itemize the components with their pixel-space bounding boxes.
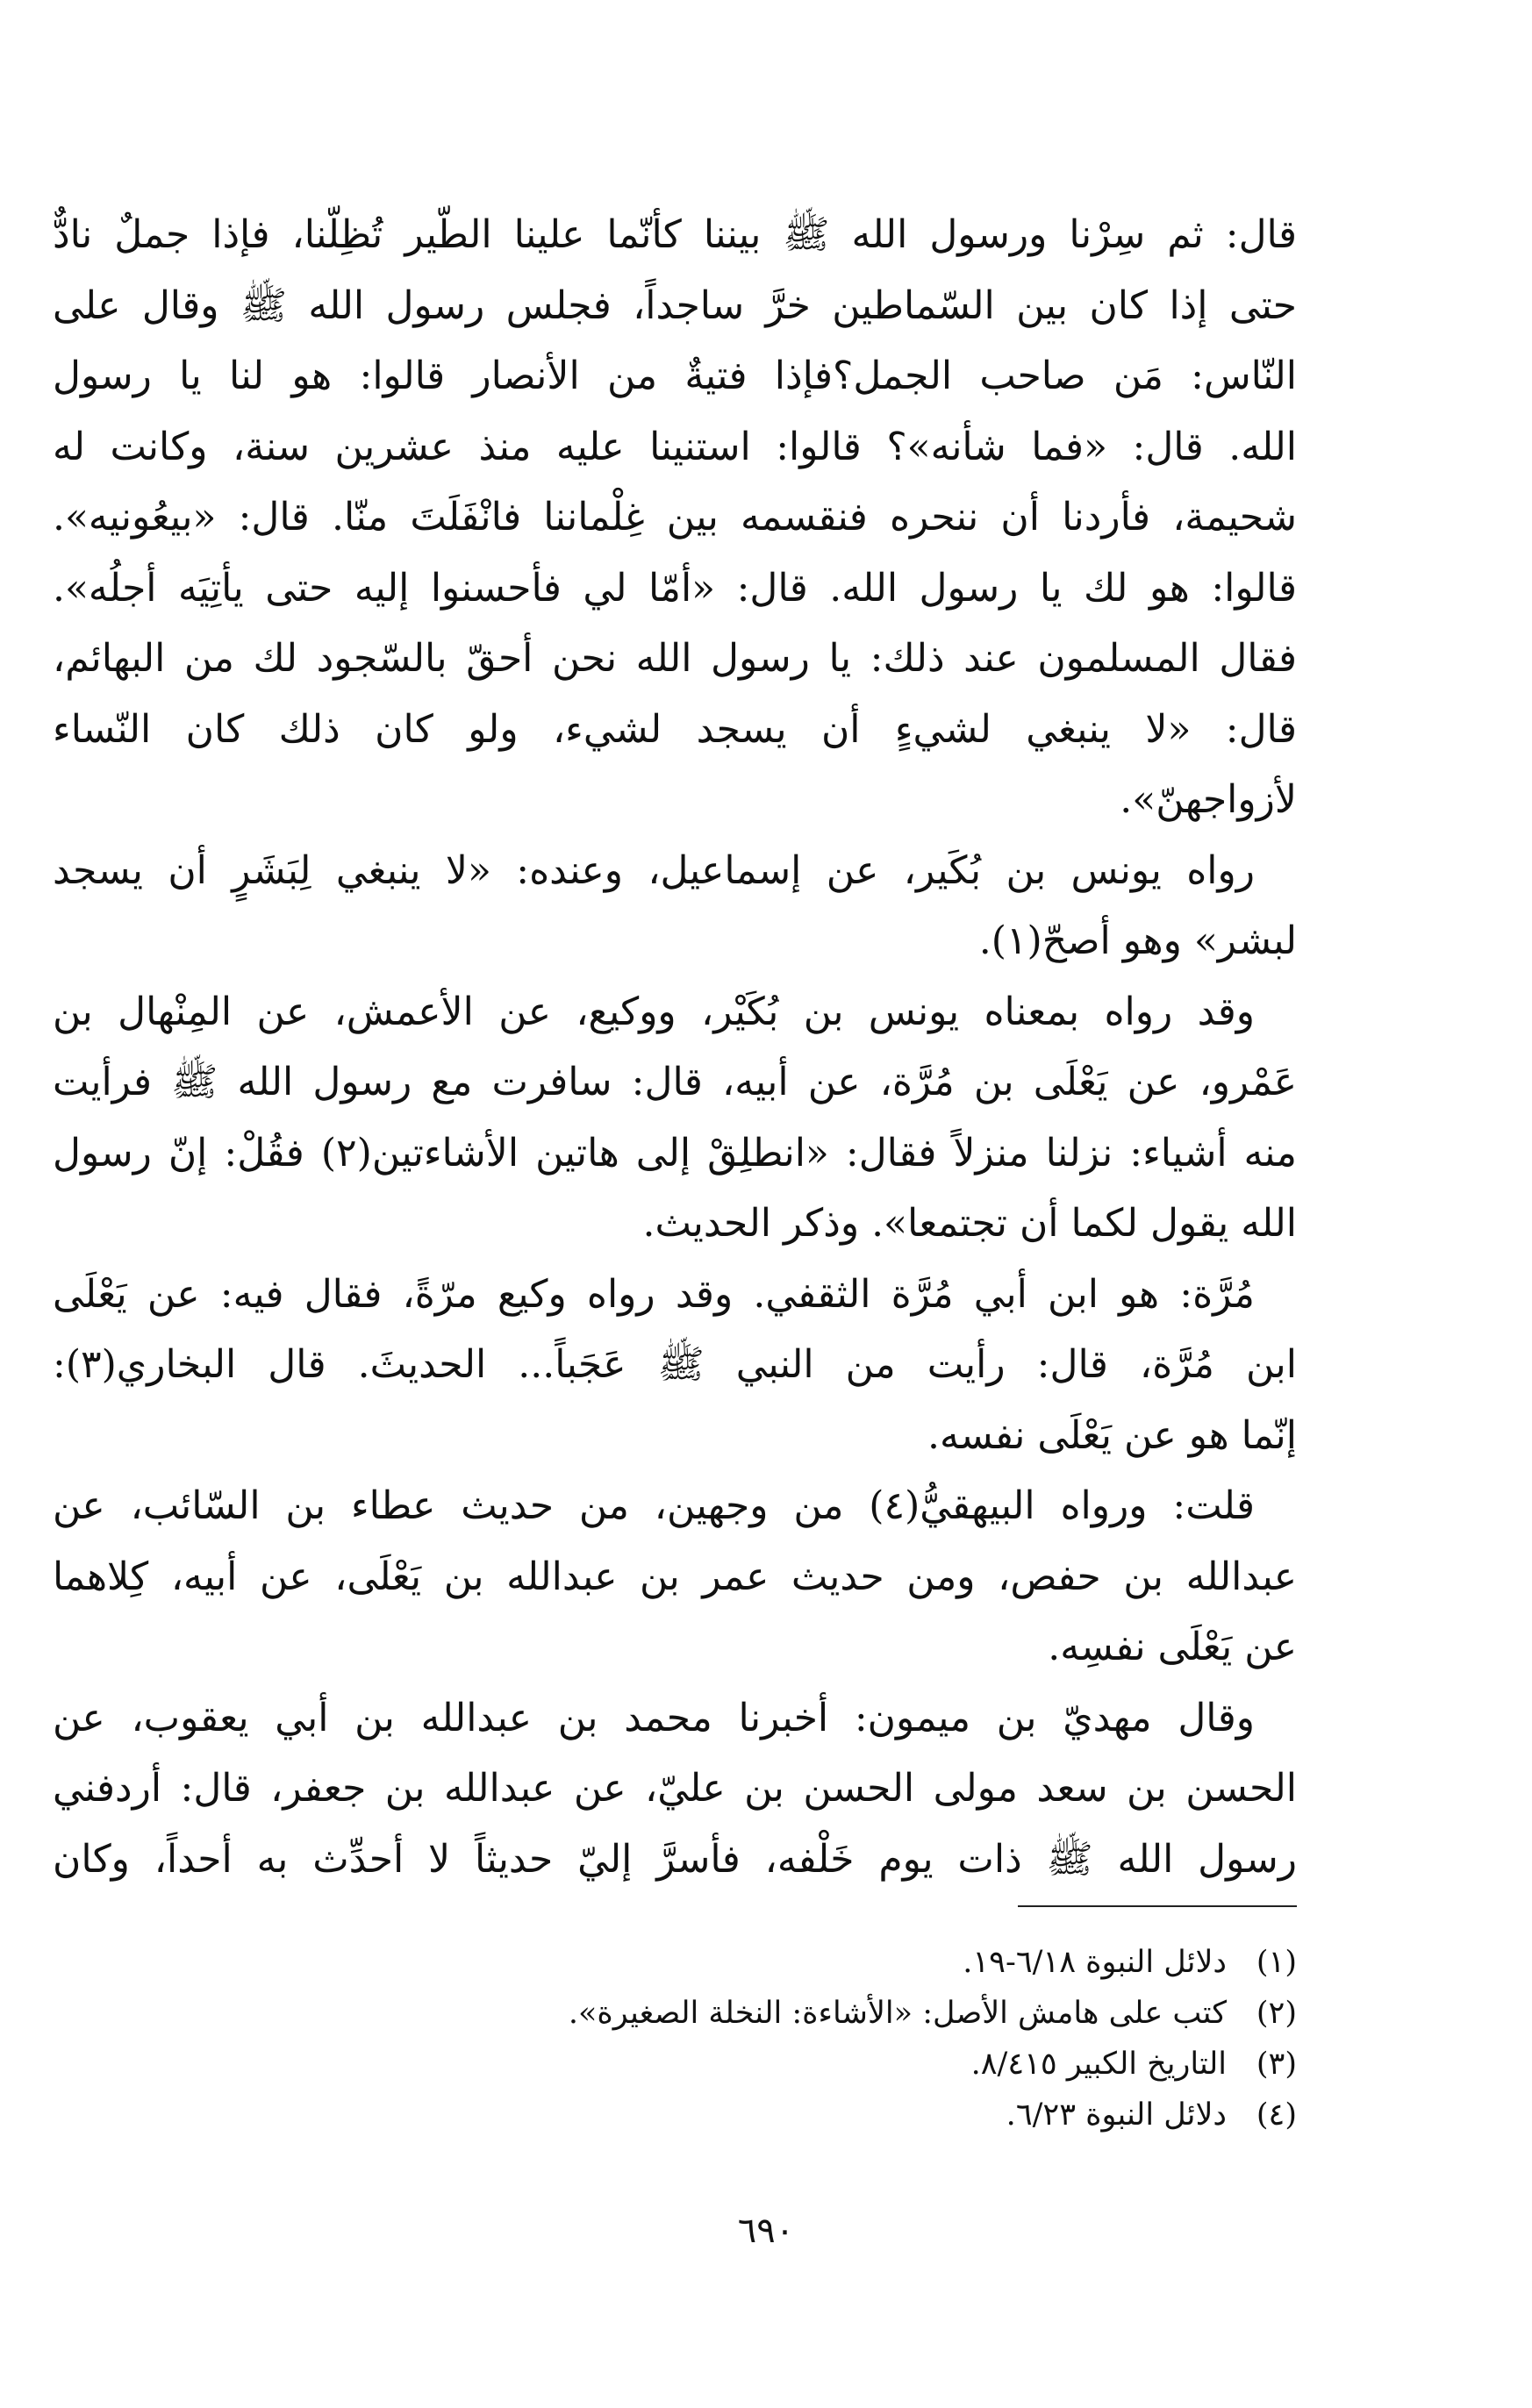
text-line: منه أشياء: نزلنا منزلاً فقال: «انطلِقْ إلى هاتين الأشاءتين(٢) فقُلْ: إنّ رسول [53, 1130, 1297, 1175]
footnote-text: التاريخ الكبير ٨/٤١٥. [970, 2047, 1227, 2082]
text-line: قالوا: هو لك يا رسول الله. قال: «أمّا لي فأحسنوا إليه حتى يأتِيَه أجلُه». [53, 565, 1297, 611]
footnote-number: (١) [1256, 1945, 1297, 1980]
text-line: وقد رواه بمعناه يونس بن بُكَيْر، ووكيع، عن الأعمش، عن المِنْهال بن [53, 989, 1255, 1034]
text-line: شحيمة، فأردنا أن ننحره فنقسمه بين غِلْماننا فانْفَلَتَ منّا. قال: «بيعُونيه». [53, 495, 1297, 539]
text-line: النّاس: مَن صاحب الجمل؟فإذا فتيةٌ من الأنصار قالوا: هو لنا يا رسول [53, 354, 1297, 398]
text-line: الله يقول لكما أن تجتمعا». وذكر الحديث. [642, 1201, 1297, 1246]
text-line: ابن مُرَّة، قال: رأيت من النبي ﷺ عَجَباً... الحديثَ. قال البخاري(٣): [53, 1342, 1297, 1387]
footnote [53, 1988, 1297, 2039]
text-line: قال: «لا ينبغي لشيءٍ أن يسجد لشيء، ولو كان ذلك كان النّساء [53, 706, 1297, 752]
text-line: رواه يونس بن بُكَير، عن إسماعيل، وعنده: «لا ينبغي لِبَشَرٍ أن يسجد [53, 847, 1255, 893]
footnote-text: كتب على هامش الأصل: «الأشاءة: النخلة الصغيرة». [568, 1996, 1227, 2031]
footnote-number: (٤) [1256, 2097, 1297, 2133]
footnote [53, 2039, 1297, 2090]
text-line: وقال مهديّ بن ميمون: أخبرنا محمد بن عبدالله بن أبي يعقوب، عن [53, 1695, 1255, 1740]
text-line: عَمْرو، عن يَعْلَى بن مُرَّة، عن أبيه، قال: سافرت مع رسول الله ﷺ فرأيت [53, 1060, 1297, 1104]
main-text [53, 200, 1297, 1895]
text-line: مُرَّة: هو ابن أبي مُرَّة الثقفي. وقد رواه وكيع مرّةً، فقال فيه: عن يَعْلَى [53, 1271, 1255, 1317]
text-line: حتى إذا كان بين السّماطين خرَّ ساجداً، فجلس رسول الله ﷺ وقال على [53, 282, 1297, 328]
text-line: عبدالله بن حفص، ومن حديث عمر بن عبدالله بن يَعْلَى، عن أبيه، كِلاهما [53, 1554, 1297, 1599]
footnote [53, 2090, 1297, 2140]
footnote [53, 1937, 1297, 1988]
text-line: إنّما هو عن يَعْلَى نفسه. [927, 1412, 1297, 1458]
text-line: فقال المسلمون عند ذلك: يا رسول الله نحن أحقّ بالسّجود لك من البهائم، [53, 636, 1297, 681]
footnote-number: (٣) [1256, 2047, 1297, 2082]
text-line: رسول الله ﷺ ذات يوم خَلْفه، فأسرَّ إليّ حديثاً لا أحدِّث به أحداً، وكان [53, 1836, 1297, 1882]
footnote-text: دلائل النبوة ٦/٢٣. [1006, 2097, 1227, 2133]
text-line: عن يَعْلَى نفسِه. [1048, 1625, 1297, 1669]
text-line: لبشر» وهو أصحّ(١). [978, 918, 1297, 963]
footnotes [53, 1937, 1297, 2140]
text-line: الحسن بن سعد مولى الحسن بن عليّ، عن عبدالله بن جعفر، قال: أردفني [53, 1766, 1297, 1811]
page-number: ٦٩٠ [737, 2211, 795, 2251]
footnote-number: (٢) [1256, 1996, 1297, 2031]
text-line: قال: ثم سِرْنا ورسول الله ﷺ بيننا كأنّما علينا الطّير تُظِلّنا، فإذا جملٌ نادٌّ [53, 212, 1297, 257]
footnote-divider [1018, 1905, 1297, 1907]
text-line: قلت: ورواه البيهقيُّ(٤) من وجهين، من حديث عطاء بن السّائب، عن [53, 1483, 1255, 1528]
text-line: الله. قال: «فما شأنه»؟ قالوا: استنينا عليه منذ عشرين سنة، وكانت له [53, 424, 1297, 469]
text-line: لأزواجهنّ». [1120, 777, 1297, 822]
footnote-text: دلائل النبوة ٦/١٨-١٩. [963, 1945, 1227, 1980]
